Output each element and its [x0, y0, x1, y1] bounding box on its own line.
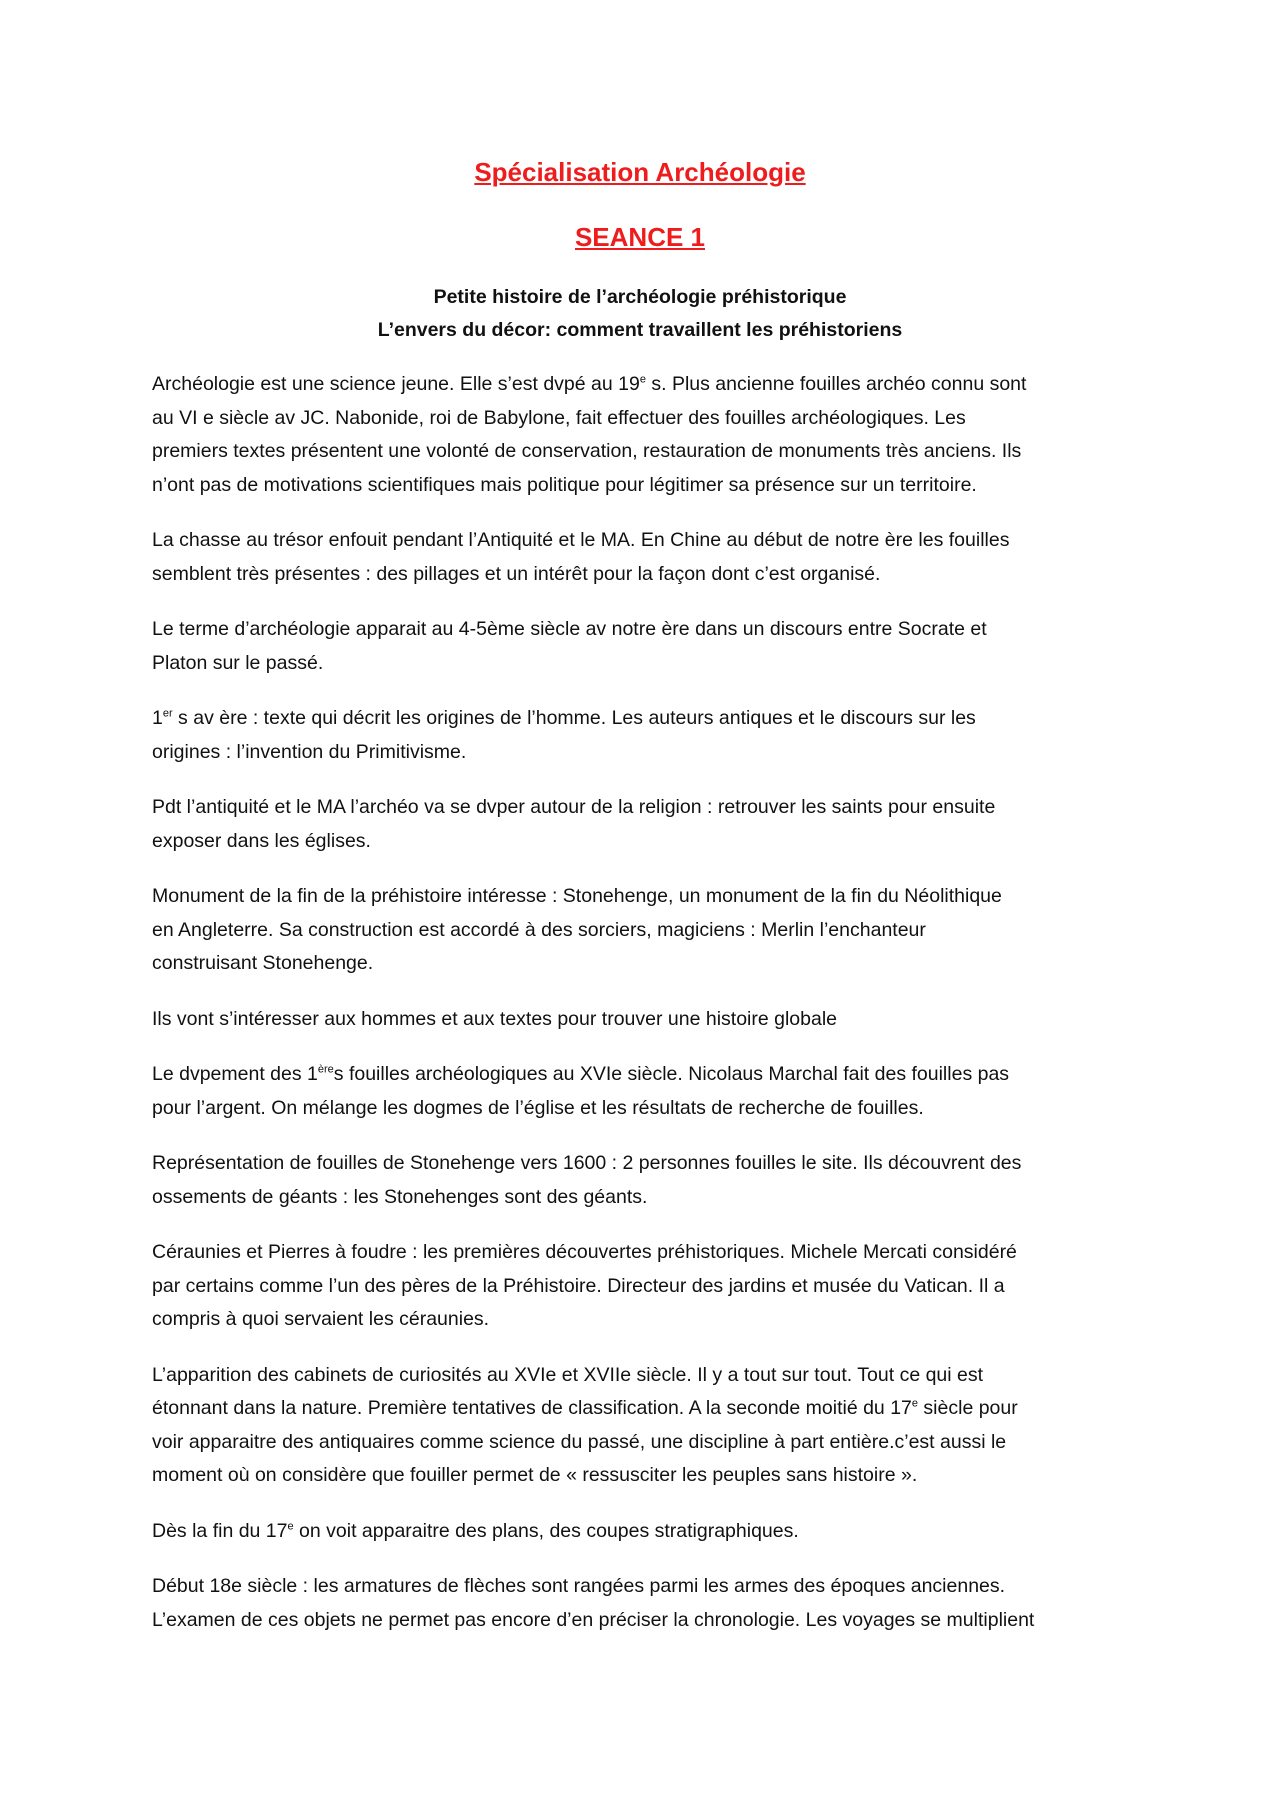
text-run: Le dvpement des 1: [152, 1063, 318, 1085]
paragraph-line: Pdt l’antiquité et le MA l’archéo va se dvper autour de la religion : retrouver les saints pour ensuite: [152, 796, 996, 818]
paragraph-line: Platon sur le passé.: [152, 651, 324, 674]
paragraph-line: premiers textes présentent une volonté de conservation, restauration de monuments très anciens. Ils: [152, 440, 1022, 462]
paragraph-line: n’ont pas de motivations scientifiques mais politique pour légitimer sa présence sur un territoire.: [152, 473, 977, 496]
text-run: siècle pour: [918, 1397, 1018, 1419]
subtitle-1: Petite histoire de l’archéologie préhistorique: [433, 286, 847, 308]
text-run: Archéologie est une science jeune. Elle s’est dvpé au 19: [152, 373, 640, 395]
session-title: SEANCE 1: [574, 222, 706, 252]
paragraph-line: Début 18e siècle : les armatures de flèches sont rangées parmi les armes des époques anciennes.: [152, 1575, 1006, 1597]
superscript: ère: [317, 1063, 334, 1076]
text-run: s av ère : texte qui décrit les origines de l’homme. Les auteurs antiques et le discours sur les: [172, 707, 976, 729]
paragraph-line: L’examen de ces objets ne permet pas encore d’en préciser la chronologie. Les voyages se multiplient: [152, 1608, 1035, 1631]
paragraph-line: exposer dans les églises.: [152, 829, 371, 852]
paragraph-line: Ils vont s’intéresser aux hommes et aux textes pour trouver une histoire globale: [152, 1007, 838, 1030]
text-run: on voit apparaitre des plans, des coupes stratigraphiques.: [293, 1519, 799, 1542]
text-run: s fouilles archéologiques au XVIe siècle. Nicolaus Marchal fait des fouilles pas: [333, 1063, 1010, 1085]
superscript: e: [639, 373, 646, 386]
paragraph-11: [152, 1359, 1137, 1493]
paragraph-line: semblent très présentes : des pillages et un intérêt pour la façon dont c’est organisé.: [152, 562, 881, 585]
document-title: Spécialisation Archéologie: [474, 157, 806, 187]
paragraph-2: [152, 524, 1137, 591]
paragraph-line: origines : l’invention du Primitivisme.: [152, 740, 467, 763]
paragraph-line: en Angleterre. Sa construction est accordé à des sorciers, magiciens : Merlin l’enchanteur: [152, 918, 926, 941]
paragraph-line: Monument de la fin de la préhistoire intéresse : Stonehenge, un monument de la fin du Néolithique: [152, 885, 1002, 907]
paragraph-line: pour l’argent. On mélange les dogmes de l’église et les résultats de recherche de fouilles.: [152, 1096, 924, 1119]
paragraph-line: La chasse au trésor enfouit pendant l’Antiquité et le MA. En Chine au début de notre ère les fouilles: [152, 529, 1010, 551]
paragraph-line: [152, 368, 1137, 402]
paragraph-line: moment où on considère que fouiller permet de « ressusciter les peuples sans histoire ».: [152, 1464, 918, 1486]
paragraph-line: [152, 1058, 1137, 1092]
paragraph-10: [152, 1236, 1137, 1337]
document-body: [152, 368, 1137, 1659]
text-run: s. Plus ancienne fouilles archéo connu sont: [645, 373, 1027, 395]
paragraph-line: construisant Stonehenge.: [152, 952, 374, 974]
paragraph-line: ossements de géants : les Stonehenges sont des géants.: [152, 1185, 648, 1208]
paragraph-7: [152, 1003, 1137, 1037]
paragraph-line: Céraunies et Pierres à foudre : les premières découvertes préhistoriques. Michele Mercati considéré: [152, 1241, 1017, 1263]
paragraph-line: voir apparaitre des antiquaires comme science du passé, une discipline à part entière.c’est aussi le: [152, 1430, 1007, 1453]
paragraph-6: [152, 880, 1137, 981]
subtitle-2: L’envers du décor: comment travaillent les préhistoriens: [377, 319, 903, 341]
paragraph-line: par certains comme l’un des pères de la Préhistoire. Directeur des jardins et musée du Vatican. Il a: [152, 1274, 1005, 1297]
paragraph-line: au VI e siècle av JC. Nabonide, roi de Babylone, fait effectuer des fouilles archéologiques. Les: [152, 406, 966, 429]
paragraph-12: [152, 1515, 1137, 1549]
paragraph-4: [152, 702, 1137, 769]
paragraph-line: Représentation de fouilles de Stonehenge vers 1600 : 2 personnes fouilles le site. Ils découvrent des: [152, 1152, 1022, 1174]
text-run: étonnant dans la nature. Première tentatives de classification. A la seconde moitié du 17: [152, 1397, 912, 1419]
paragraph-line: Le terme d’archéologie apparait au 4-5ème siècle av notre ère dans un discours entre Socrate et: [152, 618, 987, 640]
paragraph-13: [152, 1570, 1137, 1637]
superscript: e: [911, 1397, 919, 1410]
paragraph-8: [152, 1058, 1137, 1125]
paragraph-line: [152, 1515, 1137, 1549]
paragraph-1: [152, 368, 1137, 502]
paragraph-3: [152, 613, 1137, 680]
paragraph-5: [152, 791, 1137, 858]
text-run: Dès la fin du 17: [152, 1519, 288, 1542]
text-run: 1: [152, 707, 163, 729]
paragraph-9: [152, 1147, 1137, 1214]
superscript: er: [162, 707, 173, 720]
paragraph-line: compris à quoi servaient les céraunies.: [152, 1308, 490, 1330]
paragraph-line: [152, 1392, 1137, 1426]
paragraph-line: L’apparition des cabinets de curiosités au XVIe et XVIIe siècle. Il y a tout sur tout. Tout ce qui est: [152, 1363, 984, 1386]
superscript: e: [287, 1519, 294, 1532]
paragraph-line: [152, 702, 1137, 736]
